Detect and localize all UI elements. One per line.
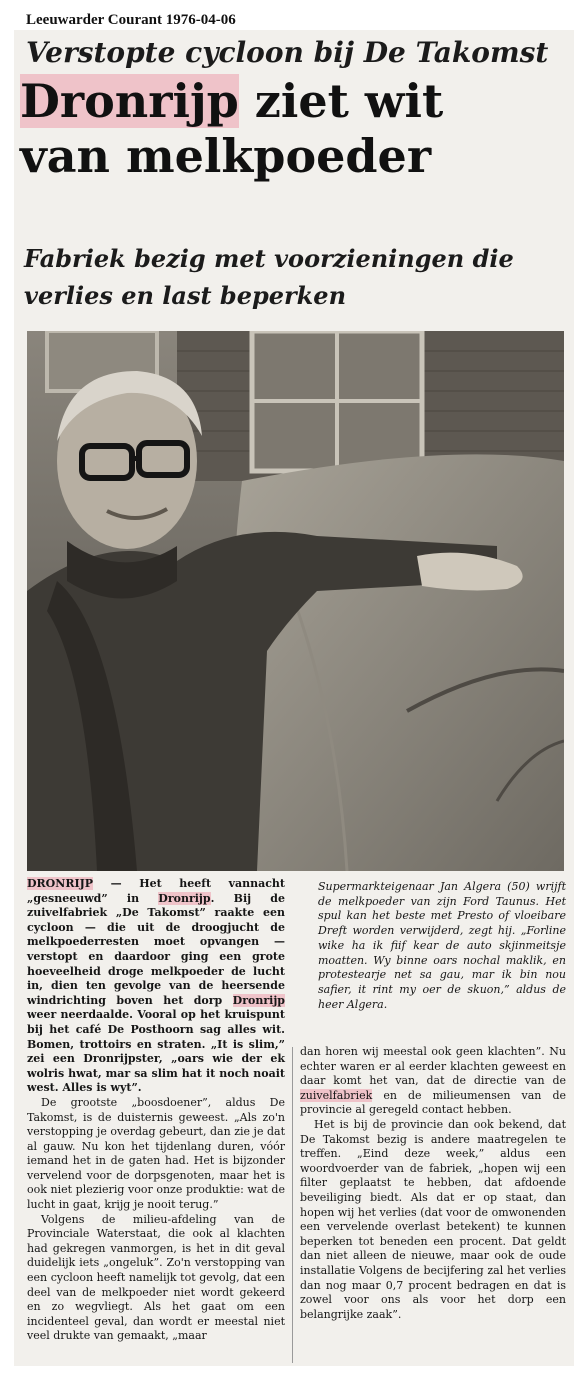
news-photo xyxy=(27,331,564,871)
article-paragraph: Het is bij de provincie dan ook bekend, dat De Takomst bezig is andere maatregelen te treffen. „Eind deze week,” aldus een woordvoerder van de fabriek, „hopen wij een filter geplaatst te hebben, dat afdoende beveiliging biedt. Als dat er op staat, dan hopen wij het verlies (dat voor de omwonenden een vervelende overlast betekent) te kunnen beperken tot beneden een procent. Dat geldt dan niet alleen de nieuwe, maar ook de oude installatie Volgens de becijfering zal het verlies dan nog maar 0,7 procent bedragen en dat is zowel voor ons als voor het dorp een belangrijke zaak”. xyxy=(300,1117,566,1321)
town-name-highlight: Dronrijp xyxy=(232,993,285,1007)
photo-illustration xyxy=(27,331,564,871)
article-column-left xyxy=(27,877,285,1344)
source-caption: Leeuwarder Courant 1976-04-06 xyxy=(26,12,236,28)
article-paragraph: De grootste „boosdoener”, aldus De Takomst, is de duisternis geweest. „Als zo'n verstopping je overdag gebeurt, dan zie je dat al gauw. Nu kon het tijdenlang duren, vóór iemand het in de gaten had. Het is bijzonder vervelend voor de dorpsgenoten, maar het is ook niet plezierig voor onze produktie: wat de lucht in gaat, krijg je nooit terug.” xyxy=(27,1095,285,1212)
photo-caption-quote: Supermarkteigenaar Jan Algera (50) wrijft de melkpoeder van zijn Ford Taunus. Het spul kan het beste met Presto of vloeibare Dreft worden verwijderd, zegt hij. „Forline wike ha ik fiif kear de auto skjinmeitsje moatten. Wy binne oars nochal maklik, en protestearje net sa gau, mar ik bin nou safier, it rint my oer de skuon,” aldus de heer Algera. xyxy=(318,880,566,1011)
headline-line2: van melkpoeder xyxy=(20,129,432,183)
subheadline: Fabriek bezig met voorzieningen die verlies en last beperken xyxy=(24,244,514,310)
lede-text: — Het heeft vannacht „gesneeuwd” in xyxy=(27,877,285,905)
dateline: DRONRIJP xyxy=(27,877,94,890)
column-divider xyxy=(292,1047,293,1363)
main-headline xyxy=(20,74,560,184)
article-paragraph xyxy=(27,877,285,1096)
article-paragraph: Volgens de milieu-afdeling van de Provinciale Waterstaat, die ook al klachten had gekregen vanmorgen, is het in dit geval duidelijk iets „ongeluk”. Zo'n verstopping van een cycloon heeft namelijk tot gevolg, dat een deel van de melkpoeder niet wordt gekeerd en zo wegvliegt. Als het gaat om een incidenteel geval, dan wordt er meestal niet veel drukte van gemaakt, „maar xyxy=(27,1212,285,1343)
lede-text: . Bij de zuivelfabriek „De Takomst” raakte een cycloon — die uit de droogjucht de melkpoederresten moet opvangen — verstopt en daardoor ging een grote hoeveelheid droge melkpoeder de lucht in, dien ten gevolge van de heersende windrichting boven het dorp xyxy=(27,891,285,1007)
paragraph-text: en de milieumensen van de provincie al geregeld contact hebben. xyxy=(300,1088,566,1117)
article-paragraph xyxy=(300,1045,566,1118)
town-name-highlight: Dronrijp xyxy=(158,891,211,905)
article-column-right xyxy=(300,1045,566,1322)
lede-text: weer neerdaalde. Vooral op het kruispunt bij het café De Posthoorn sag alles wit. Bomen, trottoirs en straten. „It is slim,” zei een Dronrijpster, „oars wie der ek wolris hwat, mar sa slim hat it noch noait west. Alles is wyt”. xyxy=(27,1008,285,1095)
dairy-factory-highlight: zuivelfabriek xyxy=(300,1088,373,1102)
headline-line1-rest: ziet wit xyxy=(238,74,444,128)
paragraph-text: dan horen wij meestal ook geen klachten”. Nu echter waren er al eerder klachten geweest en daar komt het van, dat de directie van de xyxy=(300,1045,566,1088)
headline-highlighted-word: Dronrijp xyxy=(20,74,239,128)
kicker-headline: Verstopte cycloon bij De Takomst xyxy=(26,36,549,69)
